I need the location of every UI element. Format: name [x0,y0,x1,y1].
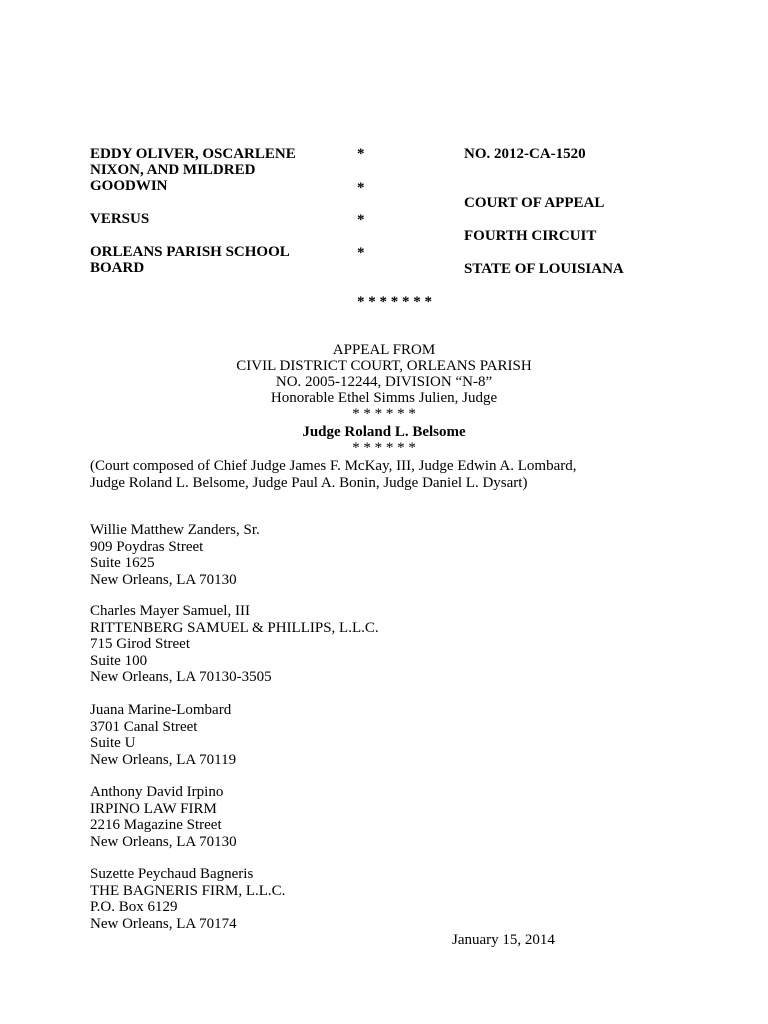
caption-separator: * * * * * * * [357,294,432,310]
counsel-line: 715 Girod Street [90,636,190,652]
counsel-line: Suzette Peychaud Bagneris [90,866,254,882]
counsel-line: 3701 Canal Street [90,718,198,735]
appeal-from: APPEAL FROM [332,342,436,358]
counsel-line: 2216 Magazine Street [90,817,222,833]
composition-line-2: Judge Roland L. Belsome, Judge Paul A. Bonin, Judge Daniel L. Dysart) [90,474,528,491]
authoring-judge: Judge Roland L. Belsome [302,424,466,440]
case-number: NO. 2012-CA-1520 [464,146,586,162]
counsel-line: Charles Mayer Samuel, III [90,603,250,619]
counsel-line: New Orleans, LA 70130-3505 [90,669,272,685]
counsel-line: New Orleans, LA 70174 [90,915,237,932]
versus-label: VERSUS [90,211,150,227]
counsel-block [90,702,236,768]
lower-court-number: NO. 2005-12244, DIVISION “N-8” [275,374,493,390]
court-name: COURT OF APPEAL [464,195,605,211]
counsel-line: New Orleans, LA 70130 [90,833,237,850]
plaintiffs-line-1: EDDY OLIVER, OSCARLENE [90,146,296,162]
plaintiffs-line-2: NIXON, AND MILDRED [90,162,256,178]
plaintiffs-line-3: GOODWIN [90,178,168,194]
caption-star: * [357,180,365,196]
stars-separator: * * * * * * [352,406,416,422]
counsel-line: Suite 100 [90,652,148,669]
composition-line-1: (Court composed of Chief Judge James F. McKay, III, Judge Edwin A. Lombard, [90,458,577,474]
counsel-line: IRPINO LAW FIRM [90,800,217,817]
lower-court: CIVIL DISTRICT COURT, ORLEANS PARISH [236,358,532,374]
court-circuit: FOURTH CIRCUIT [464,228,597,244]
caption-star: * [357,146,365,162]
counsel-line: Suite 1625 [90,555,155,571]
counsel-line: New Orleans, LA 70130 [90,571,237,588]
defendant-line-1: ORLEANS PARISH SCHOOL [90,244,290,260]
court-state: STATE OF LOUISIANA [464,261,624,277]
counsel-line: Juana Marine-Lombard [90,702,232,718]
counsel-block [90,603,379,686]
counsel-line: RITTENBERG SAMUEL & PHILLIPS, L.L.C. [90,619,379,636]
counsel-line: Willie Matthew Zanders, Sr. [90,522,260,538]
counsel-line: New Orleans, LA 70119 [90,751,237,768]
caption-star: * [357,212,365,228]
counsel-line: THE BAGNERIS FIRM, L.L.C. [90,882,286,899]
defendant-line-2: BOARD [90,260,145,276]
decision-date: January 15, 2014 [452,932,555,948]
counsel-block [90,866,285,932]
counsel-block [90,784,237,850]
counsel-line: P.O. Box 6129 [90,899,178,915]
counsel-line: Suite U [90,735,136,751]
stars-separator: * * * * * * [352,440,416,456]
counsel-block [90,522,260,588]
court-composition [90,458,690,491]
caption-star: * [357,245,365,261]
counsel-line: Anthony David Irpino [90,784,224,800]
trial-judge: Honorable Ethel Simms Julien, Judge [270,390,498,406]
counsel-line: 909 Poydras Street [90,538,204,555]
